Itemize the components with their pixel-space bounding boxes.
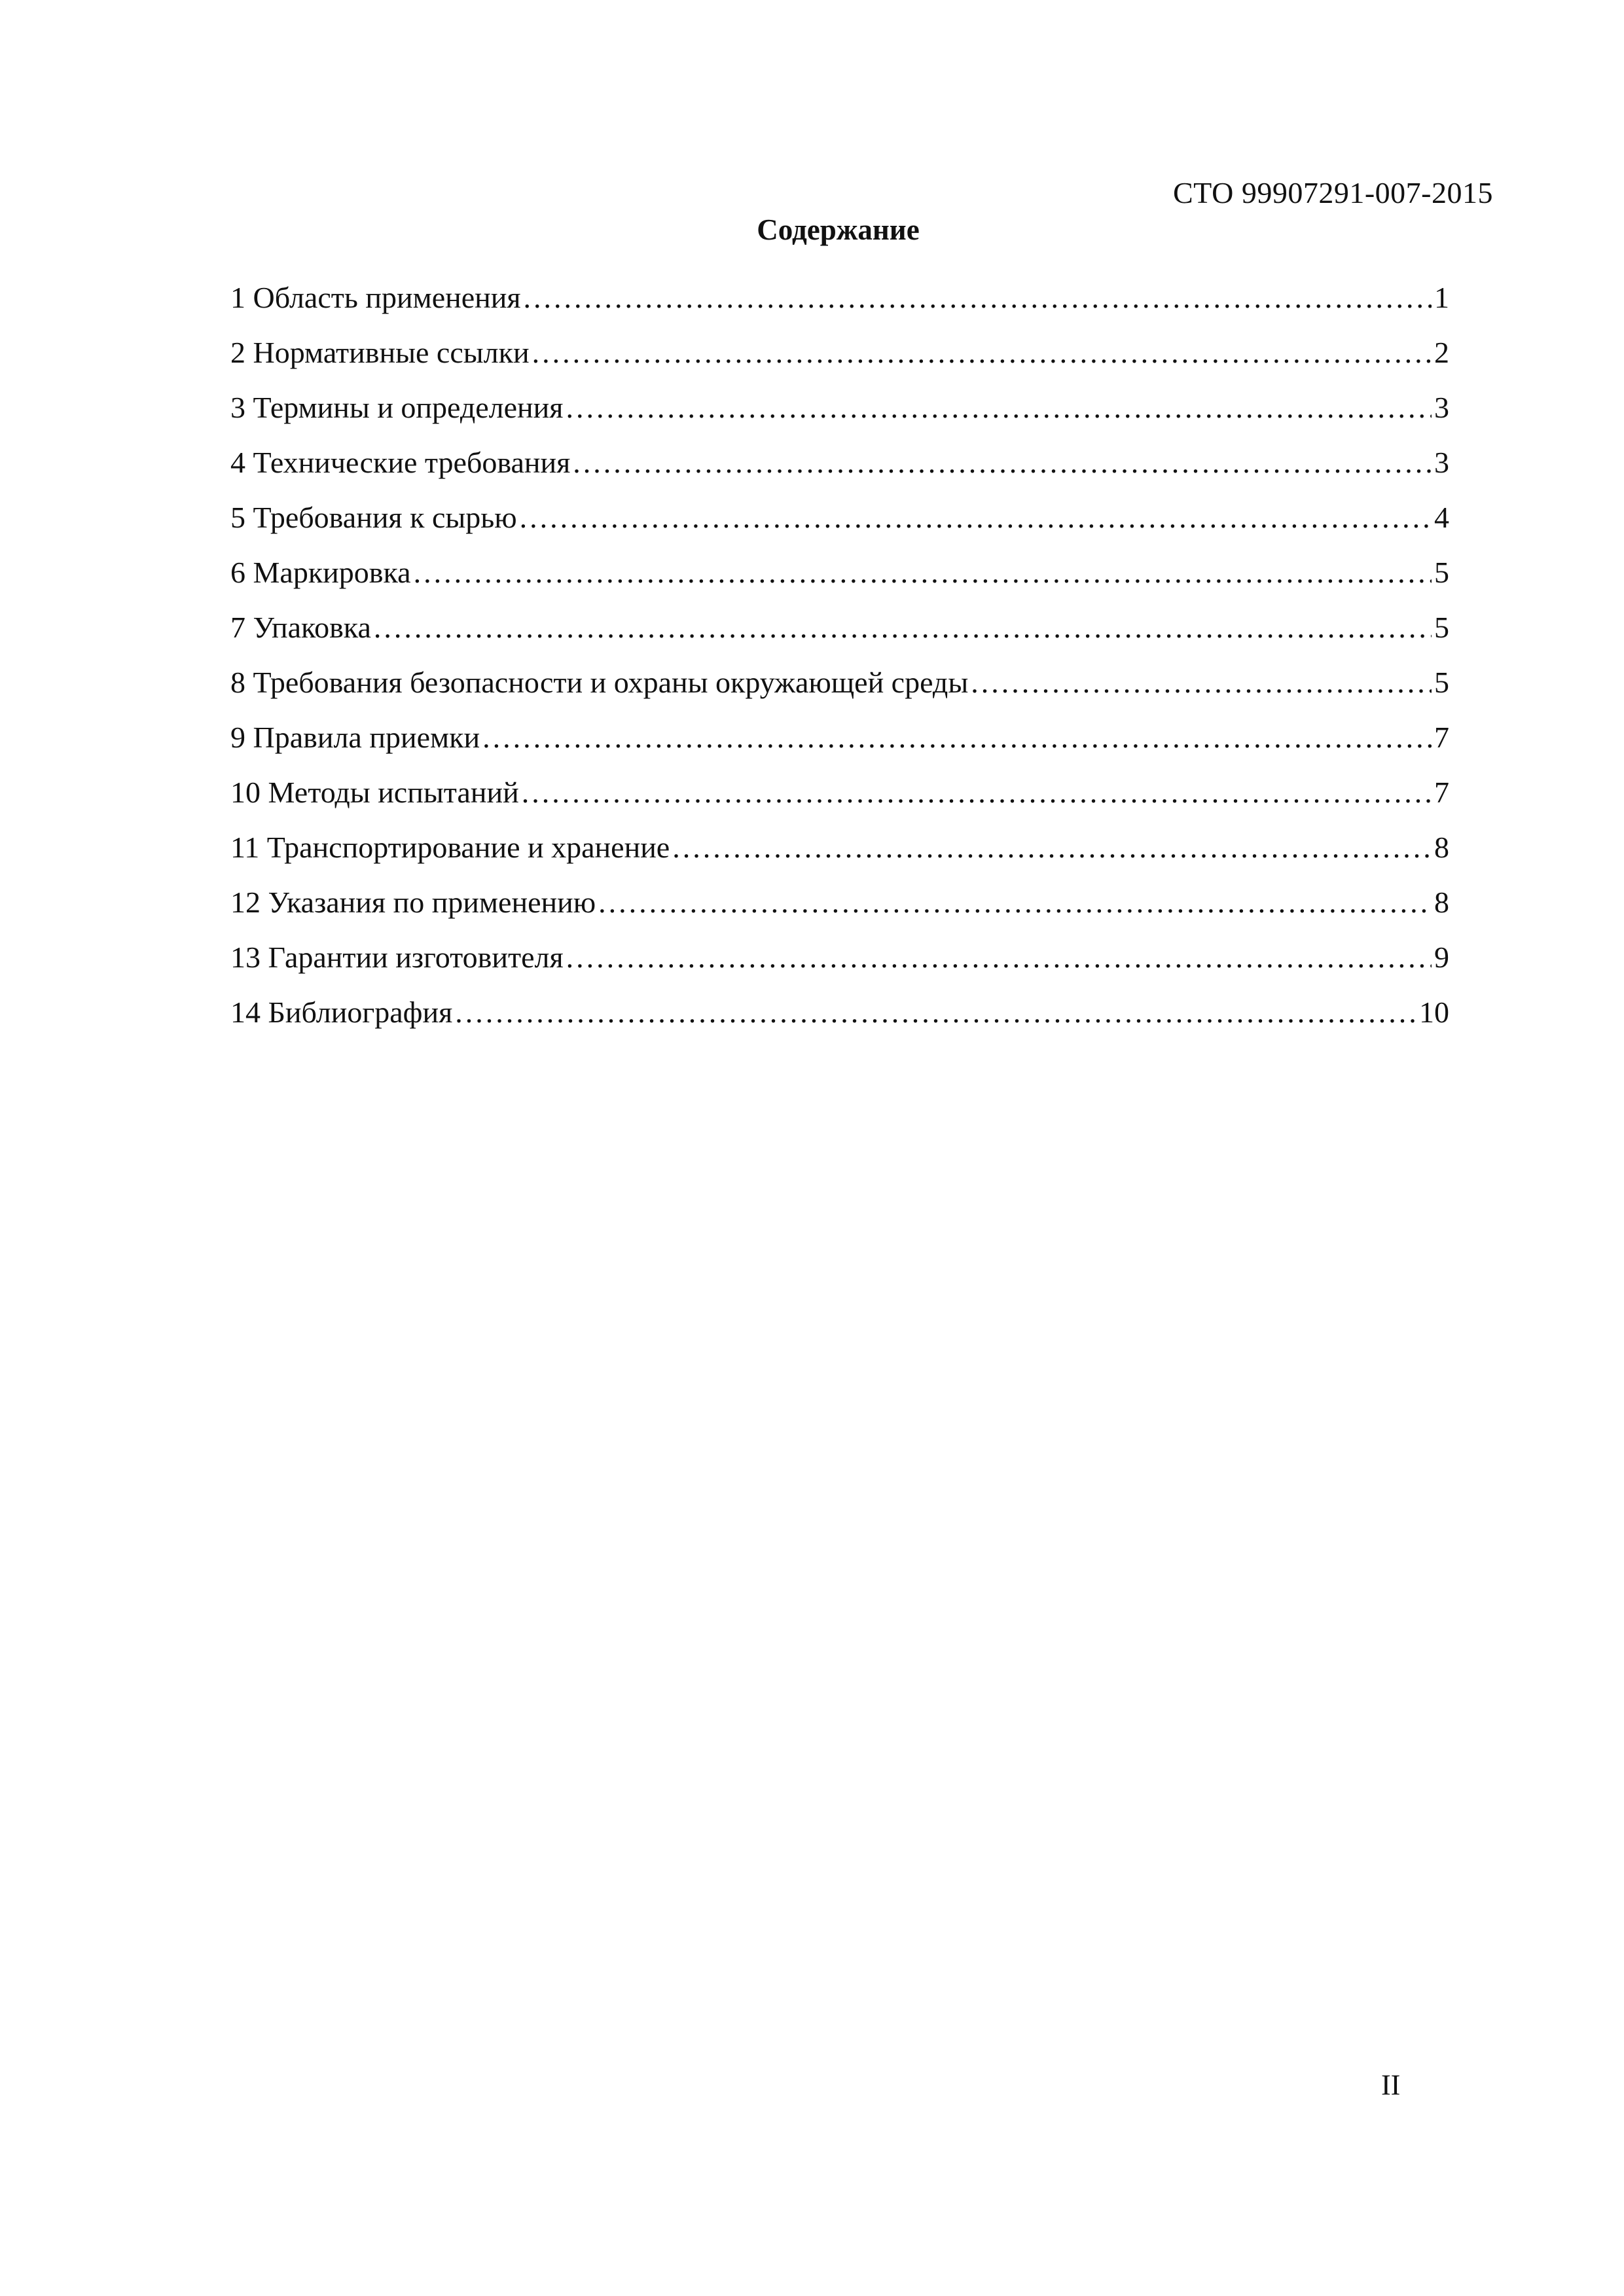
toc-entry-page: 7 [1434, 776, 1449, 809]
toc-entry-text: 5 Требования к сырью [230, 501, 517, 534]
toc-entry-text: 2 Нормативные ссылки [230, 336, 530, 369]
toc-entry-acceptance-rules[interactable] [230, 720, 1449, 775]
toc-entry-safety-environment[interactable] [230, 665, 1449, 720]
toc-dot-leader [573, 445, 1432, 480]
toc-entry-text: 14 Библиография [230, 996, 453, 1029]
toc-entry-text: 4 Технические требования [230, 446, 571, 479]
toc-entry-normative-references[interactable] [230, 335, 1449, 390]
toc-entry-page: 9 [1434, 941, 1449, 974]
toc-entry-text: 8 Требования безопасности и охраны окружающей среды [230, 666, 969, 699]
toc-entry-usage-instructions[interactable] [230, 885, 1449, 940]
toc-entry-terms-definitions[interactable] [230, 390, 1449, 445]
toc-entry-page: 2 [1434, 336, 1449, 369]
table-of-contents [230, 280, 1449, 1050]
toc-entry-text: 7 Упаковка [230, 611, 371, 644]
toc-dot-leader [482, 720, 1432, 755]
toc-entry-text: 10 Методы испытаний [230, 776, 519, 809]
toc-dot-leader [566, 390, 1432, 425]
toc-entry-test-methods[interactable] [230, 775, 1449, 830]
toc-entry-page: 8 [1434, 886, 1449, 919]
toc-dot-leader [971, 665, 1432, 700]
toc-dot-leader [522, 775, 1432, 810]
toc-entry-text: 9 Правила приемки [230, 721, 480, 754]
toc-entry-page: 5 [1434, 556, 1449, 589]
toc-dot-leader [566, 940, 1432, 975]
page-number: II [1381, 2069, 1401, 2101]
toc-entry-page: 5 [1434, 611, 1449, 644]
toc-entry-text: 1 Область применения [230, 281, 521, 314]
toc-entry-raw-material-requirements[interactable] [230, 500, 1449, 555]
toc-entry-page: 3 [1434, 446, 1449, 479]
toc-entry-page: 3 [1434, 391, 1449, 424]
toc-entry-page: 10 [1419, 996, 1449, 1029]
toc-entry-text: 3 Термины и определения [230, 391, 564, 424]
toc-dot-leader [524, 280, 1432, 315]
toc-dot-leader [672, 830, 1432, 865]
toc-entry-marking[interactable] [230, 555, 1449, 610]
toc-entry-scope[interactable] [230, 280, 1449, 335]
toc-dot-leader [598, 885, 1432, 920]
toc-entry-technical-requirements[interactable] [230, 445, 1449, 500]
toc-dot-leader [455, 995, 1416, 1030]
toc-entry-page: 7 [1434, 721, 1449, 754]
toc-dot-leader [414, 555, 1432, 590]
toc-entry-text: 12 Указания по применению [230, 886, 596, 919]
toc-dot-leader [374, 610, 1432, 645]
toc-entry-transport-storage[interactable] [230, 830, 1449, 885]
toc-entry-text: 13 Гарантии изготовителя [230, 941, 564, 974]
toc-entry-page: 4 [1434, 501, 1449, 534]
toc-entry-manufacturer-warranty[interactable] [230, 940, 1449, 995]
toc-dot-leader [520, 500, 1432, 535]
toc-entry-text: 6 Маркировка [230, 556, 411, 589]
toc-entry-text: 11 Транспортирование и хранение [230, 831, 670, 864]
toc-entry-packaging[interactable] [230, 610, 1449, 665]
toc-title: Содержание [757, 213, 920, 246]
toc-entry-bibliography[interactable] [230, 995, 1449, 1050]
toc-entry-page: 5 [1434, 666, 1449, 699]
document-code: СТО 99907291-007-2015 [1172, 176, 1493, 209]
toc-entry-page: 1 [1434, 281, 1449, 314]
toc-entry-page: 8 [1434, 831, 1449, 864]
toc-dot-leader [532, 335, 1432, 370]
